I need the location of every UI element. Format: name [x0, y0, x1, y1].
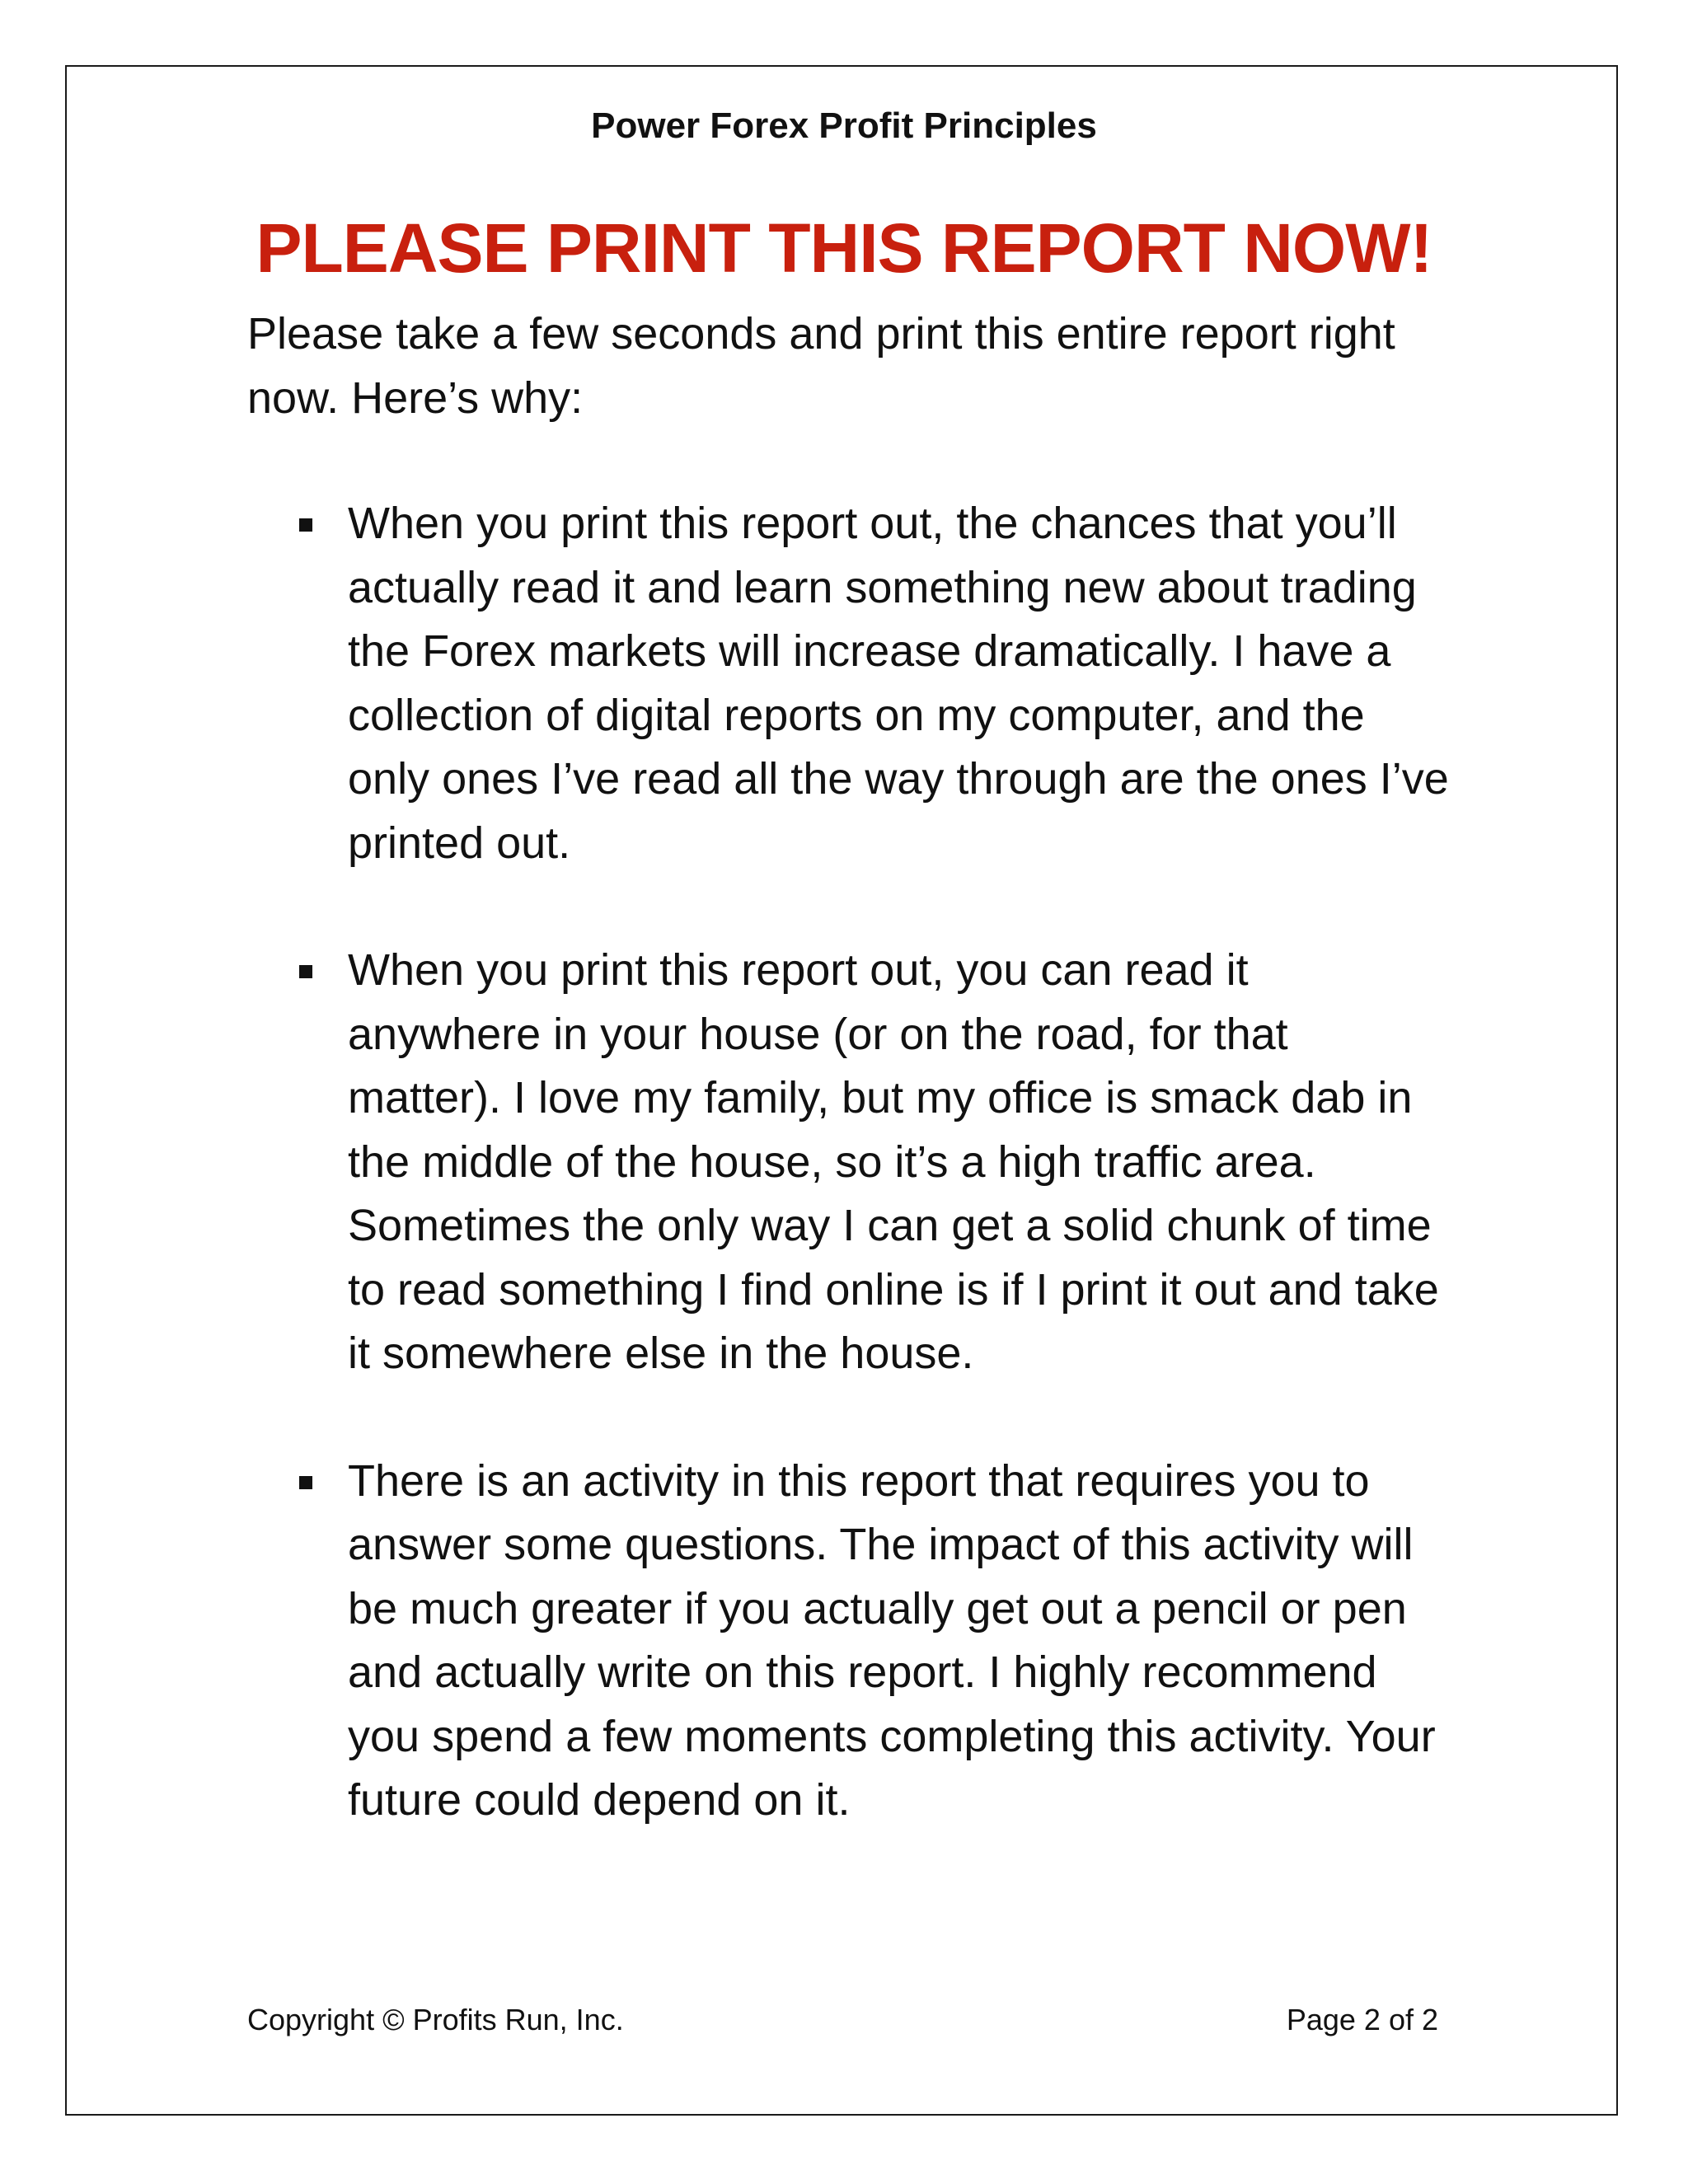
reasons-list — [247, 492, 1451, 1833]
square-bullet-icon — [299, 1476, 312, 1489]
list-item — [247, 939, 1451, 1386]
document-header-title: Power Forex Profit Principles — [591, 105, 1097, 146]
square-bullet-icon — [299, 965, 312, 978]
page-heading: PLEASE PRINT THIS REPORT NOW! — [256, 209, 1432, 287]
list-item-text: There is an activity in this report that requires you to answer some questions. The impact of this activity will be much greater if you actually get out a pencil or pen and actually write on this report. I highly recommend you spend a few moments completing this activity. Your future could depend on it. — [348, 1455, 1436, 1825]
list-item — [247, 492, 1451, 875]
footer-page-number: Page 2 of 2 — [1286, 2003, 1438, 2036]
list-item-text: When you print this report out, the chances that you’ll actually read it and learn something new about trading the Forex markets will increase dramatically. I have a collection of digital reports on my computer, and the only ones I’ve read all the way through are the ones I’ve printed out. — [348, 499, 1449, 868]
intro-paragraph: Please take a few seconds and print this entire report right now. Here’s why: — [247, 309, 1395, 423]
footer-copyright: Copyright © Profits Run, Inc. — [247, 2003, 624, 2036]
square-bullet-icon — [299, 518, 312, 532]
list-item-text: When you print this report out, you can read it anywhere in your house (or on the road, for that matter). I love my family, but my office is smack dab in the middle of the house, so it’s a high traffic area. Sometimes the only way I can get a solid chunk of time to read something I find online is if I print it out and take it somewhere else in the house. — [348, 945, 1439, 1378]
list-item — [247, 1450, 1451, 1833]
